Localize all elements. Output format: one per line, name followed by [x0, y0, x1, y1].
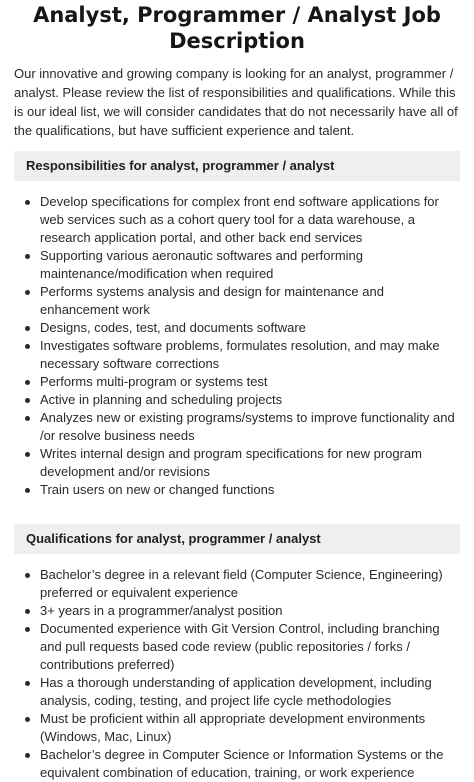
page-title: Analyst, Programmer / Analyst Job Description [33, 3, 441, 53]
list-item: Must be proficient within all appropriate development environments (Windows, Mac, Linux) [40, 710, 460, 746]
list-item: 3+ years in a programmer/analyst position [40, 602, 460, 620]
list-item: Writes internal design and program specifications for new program development and/or revisions [40, 445, 460, 481]
list-item: Performs multi-program or systems test [40, 373, 460, 391]
qualifications-list [14, 566, 460, 782]
list-item: Has a thorough understanding of application development, including analysis, coding, testing, and project life cycle methodologies [40, 674, 460, 710]
list-item: Performs systems analysis and design for maintenance and enhancement work [40, 283, 460, 319]
list-item: Investigates software problems, formulates resolution, and may make necessary software corrections [40, 337, 460, 373]
list-item: Designs, codes, test, and documents software [40, 319, 460, 337]
list-item: Active in planning and scheduling projects [40, 391, 460, 409]
responsibilities-list [14, 193, 460, 499]
list-item: Develop specifications for complex front end software applications for web services such as a cohort query tool for a data warehouse, a research application portal, and other back end services [40, 193, 460, 247]
intro-paragraph: Our innovative and growing company is looking for an analyst, programmer / analyst. Please review the list of responsibilities and qualifications. While this is our ideal list, we will consider candidates that do not necessarily have all of the qualifications, but have sufficient experience and talent. [14, 66, 458, 138]
list-item: Train users on new or changed functions [40, 481, 460, 499]
list-item: Supporting various aeronautic softwares and performing maintenance/modification when required [40, 247, 460, 283]
list-item: Bachelor’s degree in a relevant field (Computer Science, Engineering) preferred or equivalent experience [40, 566, 460, 602]
responsibilities-header: Responsibilities for analyst, programmer / analyst [14, 151, 460, 181]
list-item: Bachelor’s degree in Computer Science or Information Systems or the equivalent combination of education, training, or work experience [40, 746, 460, 782]
list-item: Analyzes new or existing programs/systems to improve functionality and /or resolve business needs [40, 409, 460, 445]
list-item: Documented experience with Git Version Control, including branching and pull requests based code review (public repositories / forks / contributions preferred) [40, 620, 460, 674]
qualifications-header: Qualifications for analyst, programmer / analyst [14, 524, 460, 554]
